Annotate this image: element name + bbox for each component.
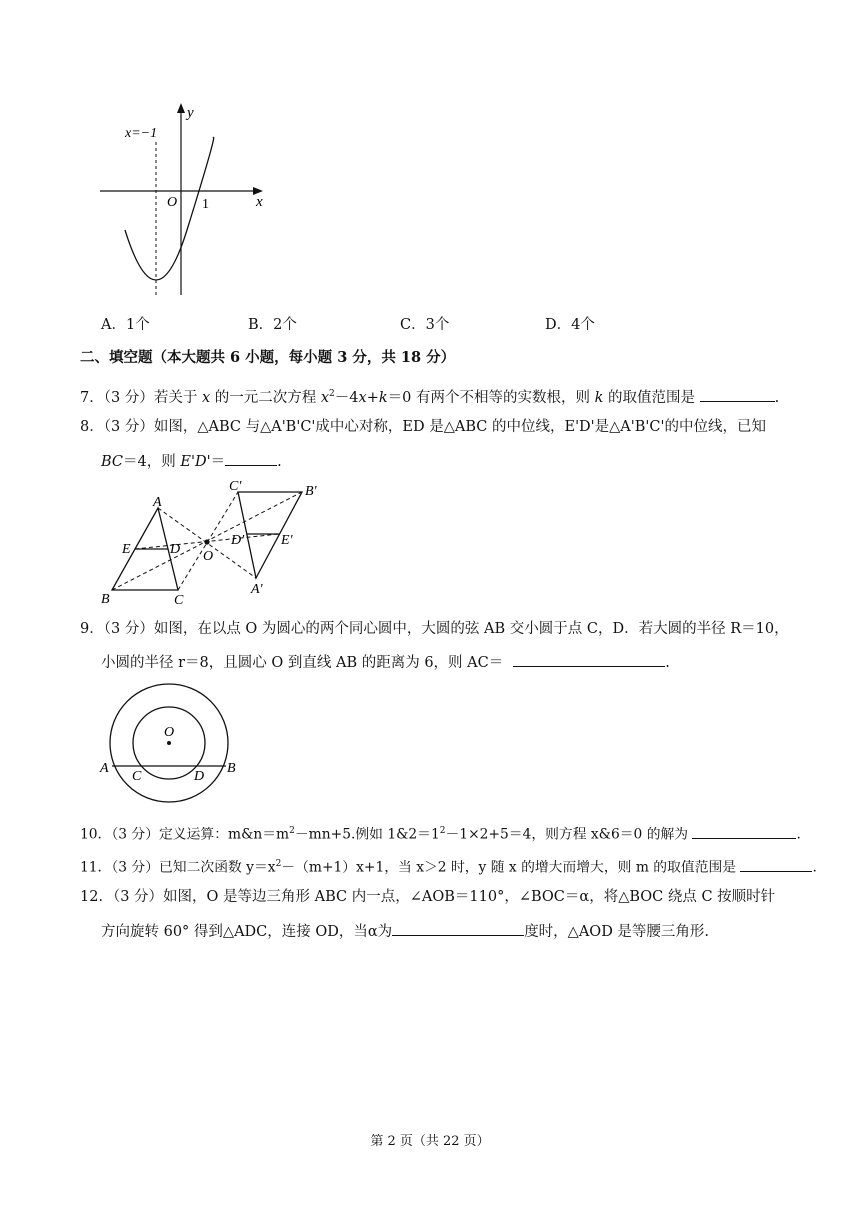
svg-text:O: O: [164, 725, 175, 740]
option-d: [545, 313, 595, 334]
answer-blank[interactable]: [692, 824, 796, 839]
page-footer: 第 2 页（共 22 页）: [370, 1134, 490, 1149]
tick-one-label: 1: [202, 197, 209, 212]
svg-text:C: C: [132, 769, 142, 784]
answer-blank[interactable]: [740, 857, 812, 872]
question-8-line2: BC＝4，则 E'D'＝ .: [101, 451, 282, 472]
svg-text:A: A: [153, 495, 162, 510]
question-12-line2: 方向旋转 60° 得到△ADC，连接 OD，当α为 度时，△AOD 是等腰三角形.: [101, 921, 709, 942]
option-letter: B．: [248, 317, 274, 333]
vertex-line-label: x=−1: [125, 126, 158, 141]
option-letter: C．: [400, 317, 426, 333]
option-a: [101, 313, 150, 334]
x-axis-label: x: [256, 194, 263, 210]
option-c: [400, 313, 449, 334]
svg-text:B: B: [227, 761, 236, 776]
answer-blank[interactable]: [513, 652, 665, 667]
svg-text:D: D: [170, 542, 181, 557]
symmetric-triangles-figure: [98, 478, 338, 608]
option-value: 2个: [273, 317, 297, 333]
svg-text:B': B': [305, 484, 317, 499]
question-10: 10．（3 分）定义运算：$m\&n=m^2-mn+5$.例如 $1\&2=1^2-1\times 2+5=4$，则方程 x&6＝0 的解为 .: [80, 821, 801, 845]
question-11: 11．（3 分）已知二次函数 $y=x^2-(m+1)x+1$，当 x＞2 时，y 随 x 的增大而增大，则 m 的取值范围是 .: [80, 854, 817, 878]
option-letter: A．: [101, 317, 126, 333]
parabola-graph: [95, 100, 275, 305]
section-heading: 二、填空题（本大题共 6 小题，每小题 3 分，共 18 分）: [80, 349, 456, 366]
question-9-line1: 9．（3 分）如图，在以点 O 为圆心的两个同心圆中，大圆的弦 AB 交小圆于点 C，D．若大圆的半径 R＝10，: [80, 621, 789, 637]
concentric-circles-figure: [98, 680, 248, 805]
question-12-line1: 12．（3 分）如图，O 是等边三角形 ABC 内一点，∠AOB＝110°，∠BOC＝α，将△BOC 绕点 C 按顺时针: [80, 889, 776, 905]
svg-text:O: O: [203, 549, 214, 564]
svg-text:C': C': [229, 479, 242, 494]
svg-text:E': E': [281, 533, 293, 548]
option-letter: D．: [545, 317, 572, 333]
option-value: 4个: [571, 317, 595, 333]
option-b: [248, 313, 297, 334]
origin-label: O: [167, 195, 178, 210]
question-9-line2: 小圆的半径 r＝8，且圆心 O 到直线 AB 的距离为 6，则 AC＝ .: [101, 652, 670, 673]
question-7: 7．（3 分）若关于 x 的一元二次方程 $x^2-4x+k=0$ 有两个不相等的实数根，则 k 的取值范围是 .: [80, 384, 779, 408]
svg-text:B: B: [101, 592, 110, 607]
svg-text:A: A: [100, 761, 109, 776]
y-axis-label: y: [187, 105, 194, 121]
svg-text:E: E: [122, 542, 131, 557]
svg-text:A': A': [251, 582, 263, 597]
option-value: 1个: [125, 317, 150, 333]
svg-text:C: C: [174, 593, 184, 608]
option-value: 3个: [425, 317, 450, 333]
answer-blank[interactable]: [392, 921, 524, 936]
answer-blank[interactable]: [700, 387, 775, 402]
question-8-line1: 8．（3 分）如图，△ABC 与△A'B'C'成中心对称，ED 是△ABC 的中位线，E'D'是△A'B'C'的中位线，已知: [80, 419, 766, 435]
svg-text:D': D': [231, 533, 245, 548]
svg-text:D: D: [194, 769, 205, 784]
answer-blank[interactable]: [225, 451, 277, 466]
